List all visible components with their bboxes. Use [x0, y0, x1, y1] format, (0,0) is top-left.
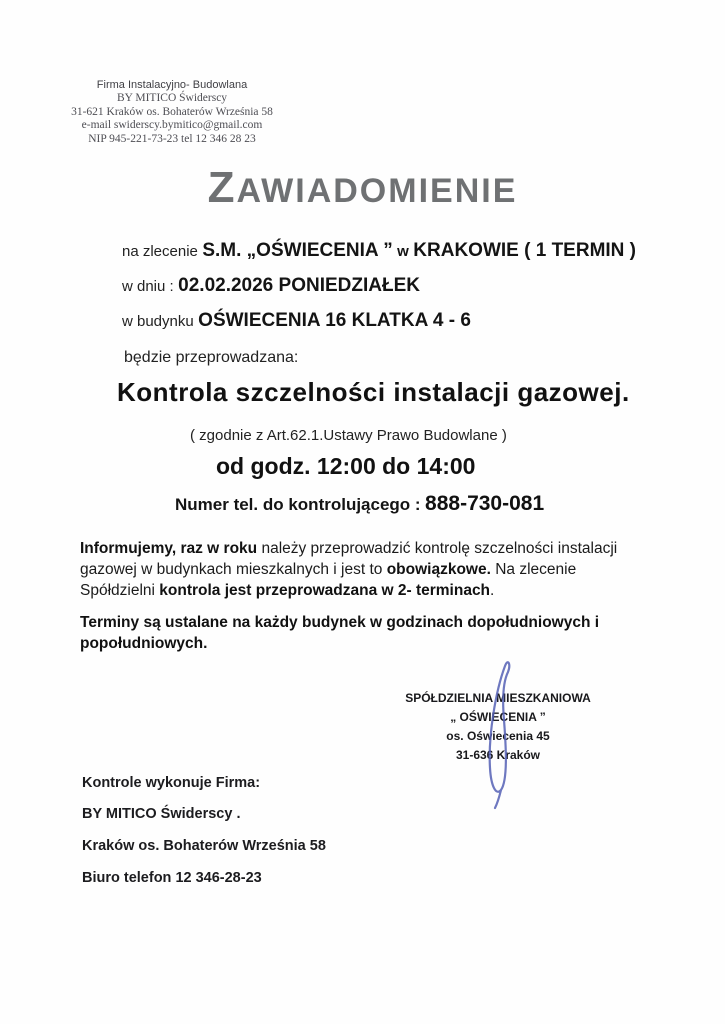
paragraph-terminy: Terminy są ustalane na każdy budynek w godzinach dopołudniowych i popołudniowych.: [80, 614, 600, 652]
inspector-phone-line: [175, 492, 544, 516]
inspection-headline: Kontrola szczelności instalacji gazowej.: [117, 377, 630, 407]
will-be-performed-text: będzie przeprowadzana:: [124, 349, 299, 366]
letterhead-email: e-mail swiderscy.bymitico@gmail.com: [81, 119, 263, 132]
inspector-phone-number: 888-730-081: [425, 492, 545, 515]
footer-contractor-name: BY MITICO Świderscy .: [82, 806, 241, 822]
info-bold-2: obowiązkowe.: [386, 561, 491, 578]
info-bold-1: Informujemy, raz w roku: [80, 540, 258, 557]
building-label: w budynku: [122, 313, 194, 330]
inspector-phone-label: Numer tel. do kontrolującego :: [175, 495, 421, 514]
letterhead-nip-phone: NIP 945-221-73-23 tel 12 346 28 23: [88, 132, 256, 145]
date-line: [122, 275, 420, 297]
order-conjunction: w: [397, 243, 409, 260]
info-bold-3: kontrola jest przeprowadzana w 2- terminach: [159, 582, 491, 599]
building-value: OŚWIECENIA 16 KLATKA 4 - 6: [198, 310, 471, 331]
document-title-rest: AWIADOMIENIE: [236, 172, 518, 210]
order-city-term: KRAKOWIE ( 1 TERMIN ): [413, 240, 637, 261]
document-title: [0, 163, 725, 213]
stamp-cooperative-type: SPÓŁDZIELNIA MIESZKANIOWA: [405, 691, 591, 705]
order-label: na zlecenie: [122, 243, 198, 260]
info-regular-1: należy przeprowadzić kontrolę szczelności instalacji gazowej w budynkach mieszkalnych i jest to: [80, 540, 618, 578]
footer-contractor-label: Kontrole wykonuje Firma:: [82, 775, 261, 791]
stamp-cooperative-name: „ OŚWIECENIA ”: [450, 710, 546, 724]
order-line: [122, 240, 636, 262]
info-regular-3: .: [490, 582, 495, 599]
letterhead-address: 31-621 Kraków os. Bohaterów Września 58: [71, 105, 273, 118]
letterhead-company-name: BY MITICO Świderscy: [116, 92, 228, 104]
legal-basis-text: ( zgodnie z Art.62.1.Ustawy Prawo Budowlane ): [190, 427, 507, 444]
inspection-hours: od godz. 12:00 do 14:00: [216, 453, 476, 479]
building-line: [122, 310, 471, 332]
footer-contractor-address: Kraków os. Bohaterów Września 58: [82, 838, 326, 854]
date-value: 02.02.2026 PONIEDZIAŁEK: [178, 275, 420, 296]
footer-contractor-phone: Biuro telefon 12 346-28-23: [82, 870, 262, 886]
date-label: w dniu :: [122, 278, 174, 295]
order-cooperative-name: S.M. „OŚWIECENIA ”: [202, 240, 393, 261]
cooperative-stamp: [400, 689, 596, 765]
info-regular-2: Na zlecenie Spółdzielni: [80, 561, 577, 599]
letterhead-company-type: Firma Instalacyjno- Budowlana: [96, 79, 248, 91]
company-letterhead: [62, 78, 282, 146]
document-title-initial: Z: [207, 163, 237, 212]
stamp-postal-city: 31-636 Kraków: [455, 748, 541, 762]
paragraph-yearly-info: [80, 538, 655, 601]
stamp-address: os. Oświecenia 45: [446, 729, 550, 743]
